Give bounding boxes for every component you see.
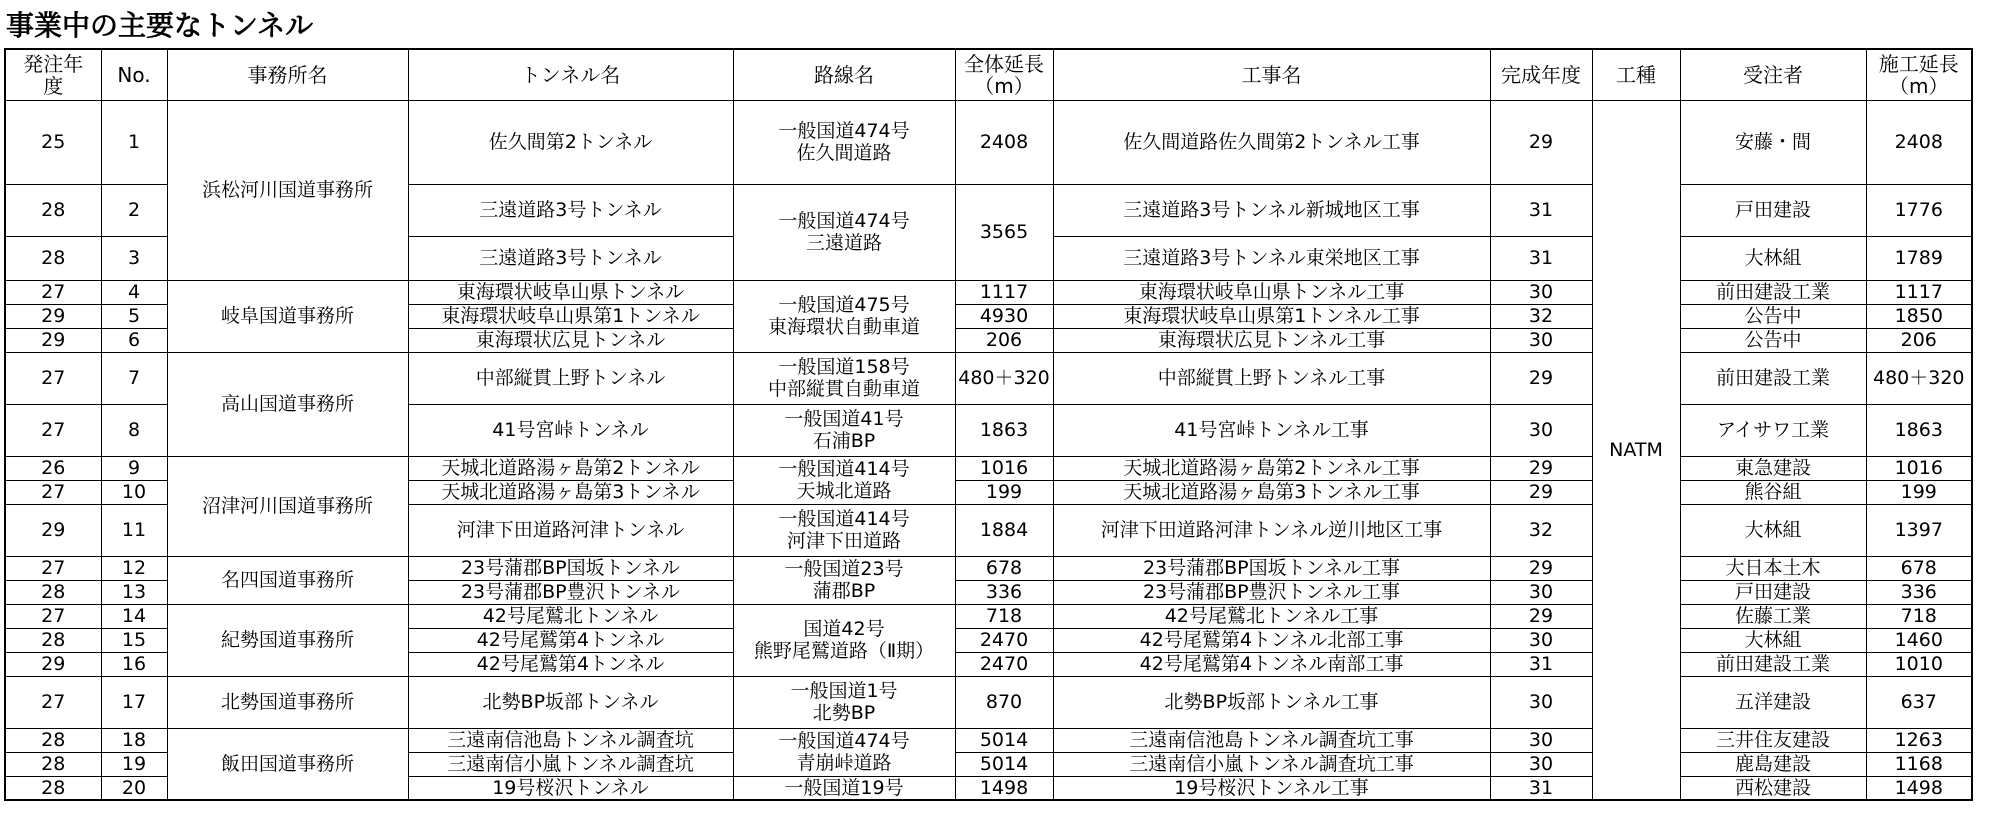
- cell-construct-length: 678: [1866, 556, 1972, 580]
- cell-route: [733, 676, 955, 728]
- cell-contractor: 戸田建設: [1680, 580, 1866, 604]
- route-line: 一般国道158号: [778, 356, 910, 378]
- cell-completion: 30: [1490, 328, 1592, 352]
- cell-contractor: 公告中: [1680, 304, 1866, 328]
- cell-work: 三遠南信小嵐トンネル調査坑工事: [1053, 752, 1490, 776]
- route-line: 一般国道474号: [778, 120, 910, 142]
- cell-route: [733, 100, 955, 184]
- cell-route: [733, 352, 955, 404]
- cell-no: 2: [101, 184, 167, 236]
- cell-route: [733, 776, 955, 800]
- cell-construct-length: 1850: [1866, 304, 1972, 328]
- cell-no: 12: [101, 556, 167, 580]
- cell-contractor: 東急建設: [1680, 456, 1866, 480]
- cell-tunnel: 三遠南信池島トンネル調査坑: [408, 728, 733, 752]
- route-line: 一般国道414号: [778, 508, 910, 530]
- cell-construct-length: 718: [1866, 604, 1972, 628]
- page-title: 事業中の主要なトンネル: [6, 9, 314, 42]
- cell-total-length: 5014: [955, 752, 1053, 776]
- header-contractor: 受注者: [1680, 49, 1866, 100]
- cell-year: 28: [5, 184, 101, 236]
- route-line: 一般国道1号: [790, 680, 898, 702]
- cell-contractor: 西松建設: [1680, 776, 1866, 800]
- cell-office: 紀勢国道事務所: [167, 604, 408, 676]
- cell-work: 三遠道路3号トンネル東栄地区工事: [1053, 236, 1490, 280]
- cell-tunnel: 北勢BP坂部トンネル: [408, 676, 733, 728]
- cell-work: 河津下田道路河津トンネル逆川地区工事: [1053, 504, 1490, 556]
- table-row: [5, 100, 1972, 184]
- cell-work-type: NATM: [1592, 100, 1680, 800]
- cell-tunnel: 中部縦貫上野トンネル: [408, 352, 733, 404]
- cell-construct-length: 1498: [1866, 776, 1972, 800]
- cell-construct-length: 336: [1866, 580, 1972, 604]
- cell-tunnel: 東海環状広見トンネル: [408, 328, 733, 352]
- cell-completion: 29: [1490, 604, 1592, 628]
- route-line: 国道42号: [803, 618, 885, 640]
- cell-work: 北勢BP坂部トンネル工事: [1053, 676, 1490, 728]
- cell-work: 東海環状岐阜山県第1トンネル工事: [1053, 304, 1490, 328]
- cell-total-length: 1117: [955, 280, 1053, 304]
- cell-work: 三遠道路3号トンネル新城地区工事: [1053, 184, 1490, 236]
- cell-office: 高山国道事務所: [167, 352, 408, 456]
- cell-contractor: 大日本土木: [1680, 556, 1866, 580]
- cell-work: 東海環状広見トンネル工事: [1053, 328, 1490, 352]
- cell-total-length: 206: [955, 328, 1053, 352]
- cell-route: [733, 456, 955, 504]
- cell-tunnel: 天城北道路湯ヶ島第3トンネル: [408, 480, 733, 504]
- cell-total-length: 480＋320: [955, 352, 1053, 404]
- cell-no: 17: [101, 676, 167, 728]
- cell-contractor: 安藤・間: [1680, 100, 1866, 184]
- cell-contractor: 前田建設工業: [1680, 352, 1866, 404]
- header-no: No.: [101, 49, 167, 100]
- cell-no: 1: [101, 100, 167, 184]
- cell-work: 天城北道路湯ヶ島第3トンネル工事: [1053, 480, 1490, 504]
- route-line: 東海環状自動車道: [767, 316, 920, 338]
- cell-contractor: 大林組: [1680, 236, 1866, 280]
- cell-contractor: 熊谷組: [1680, 480, 1866, 504]
- cell-year: 28: [5, 776, 101, 800]
- route-line: 三遠道路: [805, 232, 882, 254]
- cell-construct-length: 1016: [1866, 456, 1972, 480]
- cell-work: 中部縦貫上野トンネル工事: [1053, 352, 1490, 404]
- cell-work: 三遠南信池島トンネル調査坑工事: [1053, 728, 1490, 752]
- cell-route: [733, 504, 955, 556]
- cell-construct-length: 1460: [1866, 628, 1972, 652]
- cell-no: 5: [101, 304, 167, 328]
- cell-no: 13: [101, 580, 167, 604]
- cell-contractor: 三井住友建設: [1680, 728, 1866, 752]
- header-office: 事務所名: [167, 49, 408, 100]
- cell-total-length: 1863: [955, 404, 1053, 456]
- cell-work: 19号桜沢トンネル工事: [1053, 776, 1490, 800]
- cell-construct-length: 1776: [1866, 184, 1972, 236]
- cell-work: 23号蒲郡BP国坂トンネル工事: [1053, 556, 1490, 580]
- tunnel-table: [4, 48, 1973, 801]
- header-row: [5, 49, 1972, 100]
- cell-no: 3: [101, 236, 167, 280]
- route-line: 中部縦貫自動車道: [767, 378, 920, 400]
- route-line: 北勢BP: [812, 702, 876, 724]
- cell-tunnel: 三遠道路3号トンネル: [408, 184, 733, 236]
- cell-route: [733, 556, 955, 604]
- cell-completion: 29: [1490, 456, 1592, 480]
- cell-tunnel: 佐久間第2トンネル: [408, 100, 733, 184]
- cell-route: [733, 184, 955, 280]
- route-line: 一般国道474号: [778, 730, 910, 752]
- cell-year: 28: [5, 580, 101, 604]
- cell-work: 23号蒲郡BP豊沢トンネル工事: [1053, 580, 1490, 604]
- cell-tunnel: 42号尾鷲第4トンネル: [408, 652, 733, 676]
- cell-total-length: 1016: [955, 456, 1053, 480]
- cell-office: 名四国道事務所: [167, 556, 408, 604]
- cell-tunnel: 23号蒲郡BP国坂トンネル: [408, 556, 733, 580]
- route-line: 一般国道475号: [778, 294, 910, 316]
- header-route: 路線名: [733, 49, 955, 100]
- cell-total-length: 870: [955, 676, 1053, 728]
- cell-work: 佐久間道路佐久間第2トンネル工事: [1053, 100, 1490, 184]
- route-line: 一般国道414号: [778, 458, 910, 480]
- cell-year: 27: [5, 404, 101, 456]
- cell-contractor: 大林組: [1680, 504, 1866, 556]
- route-line: 佐久間道路: [796, 142, 892, 164]
- cell-no: 8: [101, 404, 167, 456]
- cell-year: 25: [5, 100, 101, 184]
- header-construct-length: 施工延長 （m）: [1866, 49, 1972, 100]
- cell-year: 27: [5, 280, 101, 304]
- cell-contractor: 戸田建設: [1680, 184, 1866, 236]
- route-line: 一般国道41号: [784, 408, 904, 430]
- cell-tunnel: 三遠道路3号トンネル: [408, 236, 733, 280]
- cell-construct-length: 480＋320: [1866, 352, 1972, 404]
- cell-year: 27: [5, 676, 101, 728]
- cell-route: [733, 728, 955, 776]
- cell-construct-length: 199: [1866, 480, 1972, 504]
- cell-completion: 29: [1490, 352, 1592, 404]
- cell-work: 42号尾鷲第4トンネル南部工事: [1053, 652, 1490, 676]
- cell-construct-length: 2408: [1866, 100, 1972, 184]
- cell-total-length: 3565: [955, 184, 1053, 280]
- cell-completion: 30: [1490, 404, 1592, 456]
- cell-route: [733, 280, 955, 352]
- cell-construct-length: 1168: [1866, 752, 1972, 776]
- cell-completion: 31: [1490, 236, 1592, 280]
- cell-no: 10: [101, 480, 167, 504]
- cell-year: 27: [5, 480, 101, 504]
- cell-tunnel: 東海環状岐阜山県第1トンネル: [408, 304, 733, 328]
- cell-tunnel: 19号桜沢トンネル: [408, 776, 733, 800]
- cell-year: 27: [5, 604, 101, 628]
- route-line: 青崩峠道路: [796, 752, 892, 774]
- cell-total-length: 678: [955, 556, 1053, 580]
- cell-completion: 30: [1490, 280, 1592, 304]
- header-total-length: 全体延長 （m）: [955, 49, 1053, 100]
- cell-construct-length: 1117: [1866, 280, 1972, 304]
- cell-construct-length: 1863: [1866, 404, 1972, 456]
- cell-total-length: 2470: [955, 652, 1053, 676]
- cell-completion: 29: [1490, 100, 1592, 184]
- cell-year: 28: [5, 728, 101, 752]
- cell-no: 15: [101, 628, 167, 652]
- route-line: 一般国道19号: [784, 776, 904, 799]
- cell-tunnel: 42号尾鷲第4トンネル: [408, 628, 733, 652]
- cell-year: 27: [5, 352, 101, 404]
- cell-route: [733, 404, 955, 456]
- header-work-type: 工種: [1592, 49, 1680, 100]
- cell-completion: 30: [1490, 676, 1592, 728]
- cell-total-length: 2408: [955, 100, 1053, 184]
- cell-total-length: 2470: [955, 628, 1053, 652]
- cell-year: 29: [5, 304, 101, 328]
- cell-completion: 29: [1490, 480, 1592, 504]
- cell-completion: 30: [1490, 628, 1592, 652]
- cell-completion: 31: [1490, 776, 1592, 800]
- cell-tunnel: 23号蒲郡BP豊沢トンネル: [408, 580, 733, 604]
- cell-completion: 31: [1490, 652, 1592, 676]
- cell-office: 沼津河川国道事務所: [167, 456, 408, 556]
- cell-no: 18: [101, 728, 167, 752]
- route-line: 天城北道路: [796, 480, 892, 502]
- route-line: 石浦BP: [812, 430, 876, 452]
- cell-year: 28: [5, 752, 101, 776]
- cell-year: 29: [5, 328, 101, 352]
- cell-office: 浜松河川国道事務所: [167, 100, 408, 280]
- cell-completion: 30: [1490, 728, 1592, 752]
- cell-tunnel: 東海環状岐阜山県トンネル: [408, 280, 733, 304]
- cell-work: 天城北道路湯ヶ島第2トンネル工事: [1053, 456, 1490, 480]
- cell-completion: 31: [1490, 184, 1592, 236]
- cell-work: 42号尾鷲第4トンネル北部工事: [1053, 628, 1490, 652]
- cell-construct-length: 1397: [1866, 504, 1972, 556]
- header-completion: 完成年度: [1490, 49, 1592, 100]
- cell-no: 16: [101, 652, 167, 676]
- cell-tunnel: 41号宮峠トンネル: [408, 404, 733, 456]
- route-line: 一般国道23号: [784, 558, 904, 580]
- cell-year: 28: [5, 628, 101, 652]
- cell-year: 29: [5, 504, 101, 556]
- cell-office: 北勢国道事務所: [167, 676, 408, 728]
- cell-construct-length: 637: [1866, 676, 1972, 728]
- cell-route: [733, 604, 955, 676]
- cell-completion: 30: [1490, 752, 1592, 776]
- cell-office: 岐阜国道事務所: [167, 280, 408, 352]
- cell-total-length: 199: [955, 480, 1053, 504]
- cell-contractor: 佐藤工業: [1680, 604, 1866, 628]
- cell-no: 9: [101, 456, 167, 480]
- cell-year: 26: [5, 456, 101, 480]
- cell-total-length: 718: [955, 604, 1053, 628]
- cell-no: 14: [101, 604, 167, 628]
- cell-contractor: アイサワ工業: [1680, 404, 1866, 456]
- cell-total-length: 1498: [955, 776, 1053, 800]
- cell-work: 41号宮峠トンネル工事: [1053, 404, 1490, 456]
- cell-year: 29: [5, 652, 101, 676]
- cell-no: 7: [101, 352, 167, 404]
- cell-construct-length: 206: [1866, 328, 1972, 352]
- cell-no: 19: [101, 752, 167, 776]
- cell-completion: 29: [1490, 556, 1592, 580]
- route-line: 一般国道474号: [778, 210, 910, 232]
- route-line: 河津下田道路: [786, 530, 901, 552]
- cell-year: 28: [5, 236, 101, 280]
- cell-no: 6: [101, 328, 167, 352]
- cell-contractor: 五洋建設: [1680, 676, 1866, 728]
- cell-contractor: 鹿島建設: [1680, 752, 1866, 776]
- cell-total-length: 4930: [955, 304, 1053, 328]
- route-line: 熊野尾鷲道路（Ⅱ期）: [753, 640, 935, 662]
- cell-tunnel: 42号尾鷲北トンネル: [408, 604, 733, 628]
- cell-total-length: 5014: [955, 728, 1053, 752]
- cell-no: 4: [101, 280, 167, 304]
- cell-completion: 30: [1490, 580, 1592, 604]
- cell-tunnel: 河津下田道路河津トンネル: [408, 504, 733, 556]
- header-work: 工事名: [1053, 49, 1490, 100]
- header-year: 発注年 度: [5, 49, 101, 100]
- cell-completion: 32: [1490, 504, 1592, 556]
- cell-tunnel: 天城北道路湯ヶ島第2トンネル: [408, 456, 733, 480]
- cell-work: 42号尾鷲北トンネル工事: [1053, 604, 1490, 628]
- cell-completion: 32: [1490, 304, 1592, 328]
- cell-contractor: 大林組: [1680, 628, 1866, 652]
- cell-contractor: 公告中: [1680, 328, 1866, 352]
- header-tunnel: トンネル名: [408, 49, 733, 100]
- cell-construct-length: 1789: [1866, 236, 1972, 280]
- cell-construct-length: 1263: [1866, 728, 1972, 752]
- cell-tunnel: 三遠南信小嵐トンネル調査坑: [408, 752, 733, 776]
- cell-no: 11: [101, 504, 167, 556]
- cell-work: 東海環状岐阜山県トンネル工事: [1053, 280, 1490, 304]
- route-line: 蒲郡BP: [812, 580, 876, 602]
- cell-contractor: 前田建設工業: [1680, 280, 1866, 304]
- cell-total-length: 336: [955, 580, 1053, 604]
- cell-office: 飯田国道事務所: [167, 728, 408, 800]
- cell-year: 27: [5, 556, 101, 580]
- cell-no: 20: [101, 776, 167, 800]
- cell-construct-length: 1010: [1866, 652, 1972, 676]
- cell-contractor: 前田建設工業: [1680, 652, 1866, 676]
- cell-total-length: 1884: [955, 504, 1053, 556]
